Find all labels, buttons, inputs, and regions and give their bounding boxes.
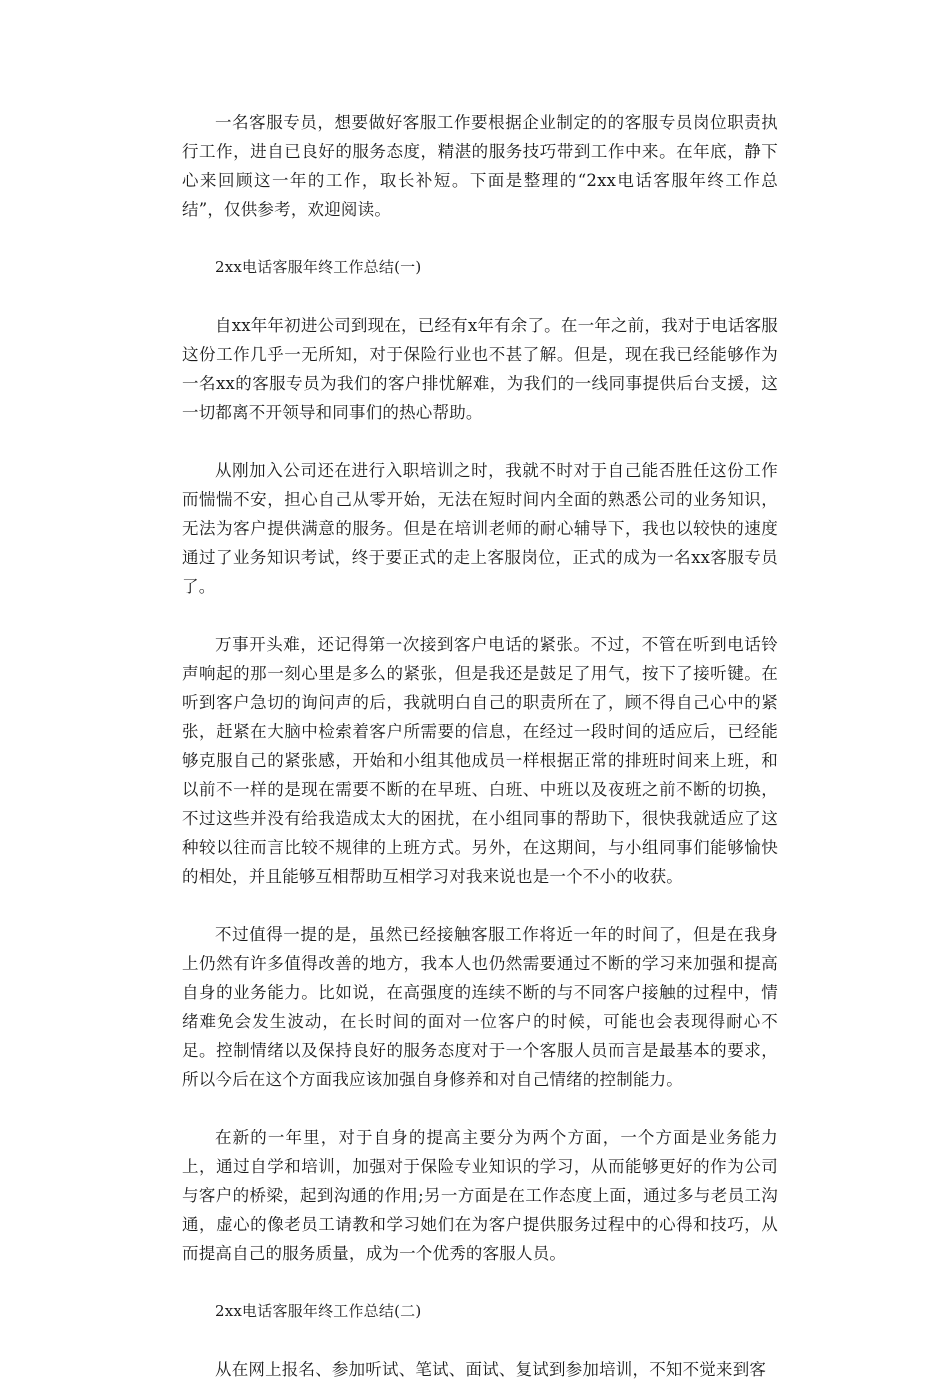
intro-paragraph: 一名客服专员，想要做好客服工作要根据企业制定的的客服专员岗位职责执行工作，进自已良好的服务态度，精湛的服务技巧带到工作中来。在年底，静下心来回顾这一年的工作，取长补短。下面是整理的“2xx电话客服年终工作总结”，仅供参考，欢迎阅读。 [182,113,778,219]
section-heading-2: 2xx电话客服年终工作总结(二) [215,1302,422,1320]
paragraph-gap [182,282,778,311]
paragraph-gap [182,1094,778,1123]
paragraph-gap [182,891,778,920]
document-page [182,108,778,1384]
paragraph-6: 从在网上报名、参加听试、笔试、面试、复试到参加培训，不知不觉来到客 [215,1360,767,1379]
paragraph-2: 从刚加入公司还在进行入职培训之时，我就不时对于自己能否胜任这份工作而惴惴不安，担心自己从零开始，无法在短时间内全面的熟悉公司的业务知识，无法为客户提供满意的服务。但是在培训老师的耐心辅导下，我也以较快的速度通过了业务知识考试，终于要正式的走上客服岗位，正式的成为一名xx客服专员了。 [182,461,778,596]
paragraph-1: 自xx年年初进公司到现在，已经有x年有余了。在一年之前，我对于电话客服这份工作几乎一无所知，对于保险行业也不甚了解。但是，现在我已经能够作为一名xx的客服专员为我们的客户排忧解难，为我们的一线同事提供后台支援，这一切都离不开领导和同事们的热心帮助。 [182,316,778,422]
paragraph-gap [182,601,778,630]
paragraph-gap [182,1326,778,1355]
paragraph-4: 不过值得一提的是，虽然已经接触客服工作将近一年的时间了，但是在我身上仍然有许多值得改善的地方，我本人也仍然需要通过不断的学习来加强和提高自身的业务能力。比如说，在高强度的连续不断的与不同客户接触的过程中，情绪难免会发生波动，在长时间的面对一位客户的时候，可能也会表现得耐心不足。控制情绪以及保持良好的服务态度对于一个客服人员而言是最基本的要求，所以今后在这个方面我应该加强自身修养和对自己情绪的控制能力。 [182,925,778,1089]
paragraph-gap [182,427,778,456]
paragraph-gap [182,224,778,253]
paragraph-3: 万事开头难，还记得第一次接到客户电话的紧张。不过，不管在听到电话铃声响起的那一刻心里是多么的紧张，但是我还是鼓足了用气，按下了接听键。在听到客户急切的询问声的后，我就明白自己的职责所在了，顾不得自己心中的紧张，赶紧在大脑中检索着客户所需要的信息，在经过一段时间的适应后，已经能够克服自己的紧张感，开始和小组其他成员一样根据正常的排班时间来上班，和以前不一样的是现在需要不断的在早班、白班、中班以及夜班之前不断的切换，不过这些并没有给我造成太大的困扰，在小组同事的帮助下，很快我就适应了这种较以往而言比较不规律的上班方式。另外，在这期间，与小组同事们能够愉快的相处，并且能够互相帮助互相学习对我来说也是一个不小的收获。 [182,635,778,886]
paragraph-gap [182,1268,778,1297]
paragraph-5: 在新的一年里，对于自身的提高主要分为两个方面，一个方面是业务能力上，通过自学和培训，加强对于保险专业知识的学习，从而能够更好的作为公司与客户的桥梁，起到沟通的作用;另一方面是在工作态度上面，通过多与老员工沟通，虚心的像老员工请教和学习她们在为客户提供服务过程中的心得和技巧，从而提高自己的服务质量，成为一个优秀的客服人员。 [182,1128,778,1263]
section-heading-1: 2xx电话客服年终工作总结(一) [215,258,422,276]
